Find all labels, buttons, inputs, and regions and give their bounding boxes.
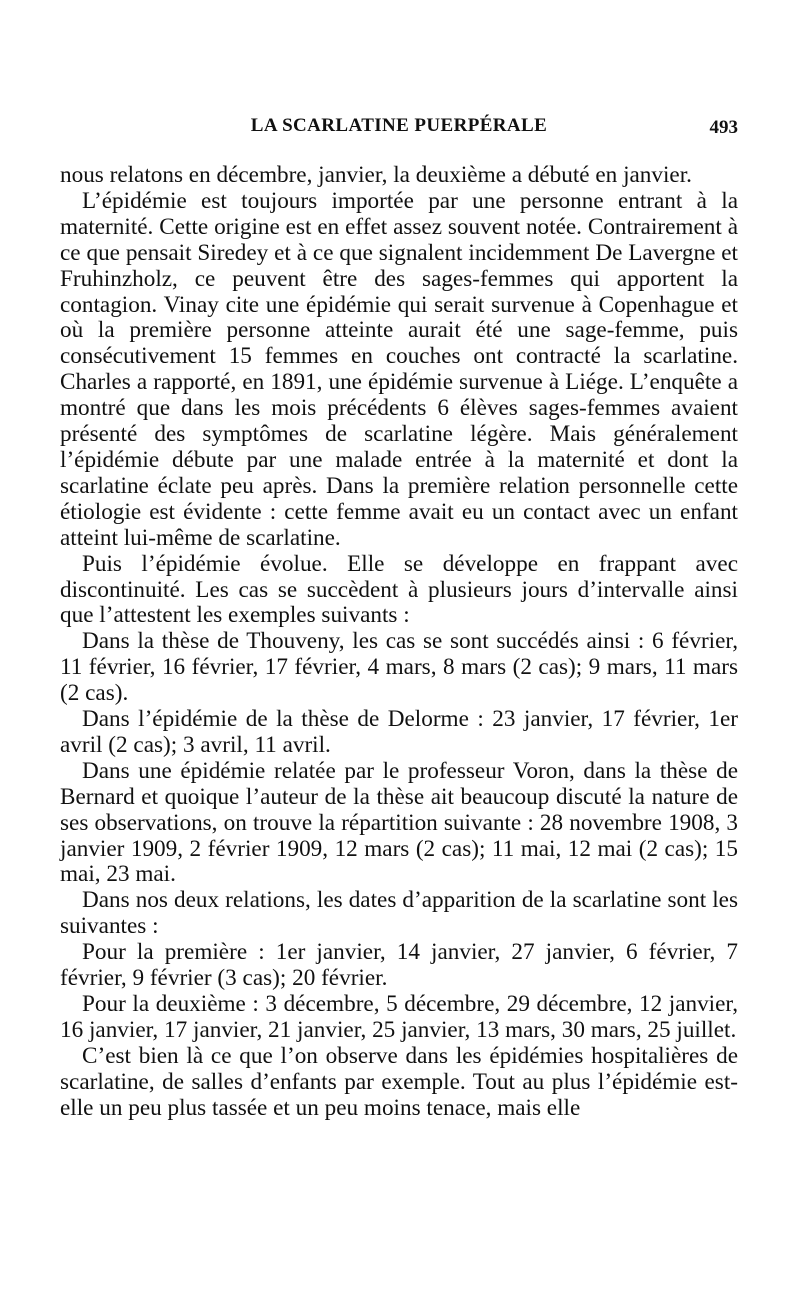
- paragraph-evolution: Puis l’épidémie évolue. Elle se développe en frappant avec discontinuité. Les cas se succèdent à plusieurs jours d’intervalle ainsi que l’attestent les exemples suivants :: [60, 550, 738, 629]
- paragraph-deuxieme: Pour la deuxième : 3 décembre, 5 décembre, 29 décembre, 12 janvier, 16 janvier, 17 janvier, 21 janvier, 25 janvier, 13 mars, 30 mars, 25 juillet.: [60, 991, 738, 1043]
- paragraph-nos-relations: Dans nos deux relations, les dates d’apparition de la scarlatine sont les suivantes :: [60, 887, 738, 940]
- running-title: LA SCARLATINE PUERPÉRALE: [250, 115, 548, 136]
- paragraph-premiere: Pour la première : 1er janvier, 14 janvier, 27 janvier, 6 février, 7 février, 9 février (3 cas); 20 février.: [60, 939, 738, 992]
- paragraph-importation: L’épidémie est toujours importée par une personne entrant à la maternité. Cette origine est en effet assez souvent notée. Contrairement à ce que pensait Siredey et à ce que signalent incidemment De Lavergne et Fruhinzholz, ce peuvent être des sages-femmes qui apportent la contagion. Vinay cite une épidémie qui serait survenue à Copenhague et où la première personne atteinte aurait été une sage-femme, puis consécutivement 15 femmes en couches ont contracté la scarlatine. Charles a rapporté, en 1891, une épidémie survenue à Liége. L’enquête a montré que dans les mois précédents 6 élèves sages-femmes avaient présenté des symptômes de scarlatine légère. Mais généralement l’épidémie débute par une malade entrée à la maternité et dont la scarlatine éclate peu après. Dans la première relation personnelle cette étiologie est évidente : cette femme avait eu un contact avec un enfant atteint lui-même de scarlatine.: [60, 187, 738, 551]
- page-header: [60, 115, 738, 143]
- paragraph-continuation: nous relatons en décembre, janvier, la deuxième a débuté en janvier.: [60, 162, 692, 188]
- paragraph-voron: Dans une épidémie relatée par le professeur Voron, dans la thèse de Bernard et quoique l’auteur de la thèse ait beaucoup discuté la nature de ses observations, on trouve la répartition suivante : 28 novembre 1908, 3 janvier 1909, 2 février 1909, 12 mars (2 cas); 11 mai, 12 mai (2 cas); 15 mai, 23 mai.: [60, 757, 738, 888]
- page-number: 493: [709, 117, 738, 138]
- paragraph-delorme: Dans l’épidémie de la thèse de Delorme : 23 janvier, 17 février, 1er avril (2 cas); 3 avril, 11 avril.: [60, 706, 738, 758]
- paragraph-conclusion: C’est bien là ce que l’on observe dans les épidémies hospitalières de scarlatine, de salles d’enfants par exemple. Tout au plus l’épidémie est-elle un peu plus tassée et un peu moins tenace, mais elle: [60, 1042, 738, 1121]
- body-text: [60, 163, 738, 1122]
- paragraph-thouveny: Dans la thèse de Thouveny, les cas se sont succédés ainsi : 6 février, 11 février, 16 février, 17 février, 4 mars, 8 mars (2 cas); 9 mars, 11 mars (2 cas).: [60, 628, 738, 707]
